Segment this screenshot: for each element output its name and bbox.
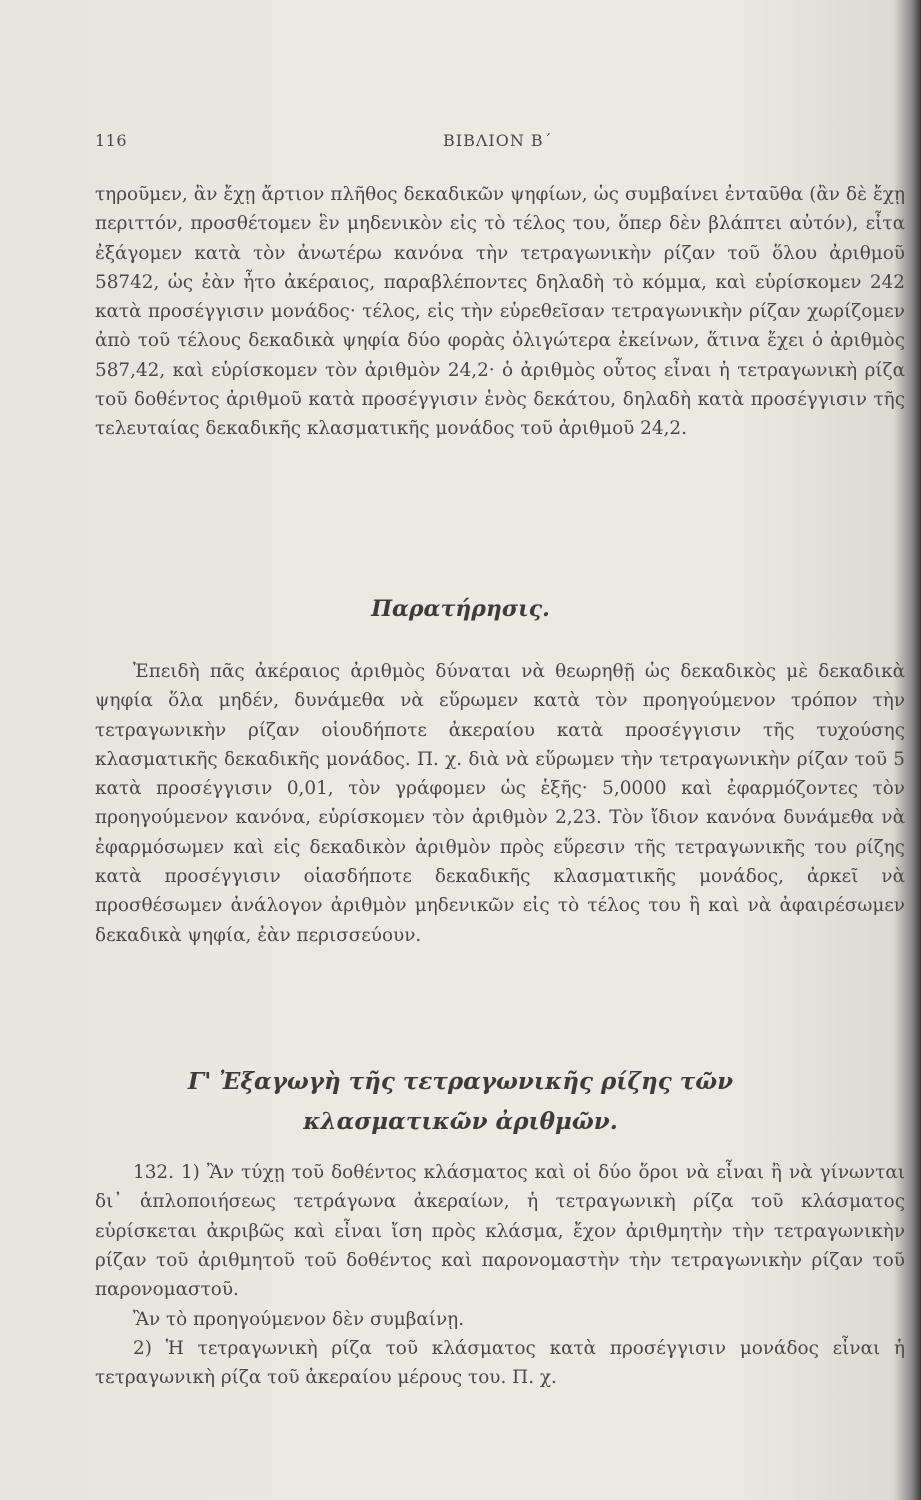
remark-paragraph: [95, 657, 905, 950]
running-title: ΒΙΒΛΙΟΝ Β΄: [443, 131, 553, 150]
paragraph-continuation: [95, 180, 905, 444]
paragraph-text: Ἐπειδὴ πᾶς ἀκέραιος ἀριθμὸς δύναται νὰ θεωρηθῇ ὡς δεκαδικὸς μὲ δεκαδικὰ ψηφία ὅλα μηδέν, δυνάμεθα νὰ εὕρωμεν κατὰ τὸν προηγούμενον τρόπον τὴν τετραγωνικὴν ρίζαν οἱουδήποτε ἀκεραίου κατὰ προσέγγισιν τῆς τυχούσης κλασματικῆς δεκαδικῆς μονάδος. Π. χ. διὰ νὰ εὕρωμεν τὴν τετραγωνικὴν ρίζαν τοῦ 5 κατὰ προσέγγισιν 0,01, τὸν γράφομεν ὡς ἑξῆς· 5,0000 καὶ ἐφαρμόζοντες τὸν προηγούμενον κανόνα, εὑρίσκομεν τὸν ἀριθμὸν 2,23. Τὸν ἴδιον κανόνα δυνάμεθα νὰ ἐφαρμόσωμεν καὶ εἰς δεκαδικὸν ἀριθμὸν πρὸς εὕρεσιν τῆς τετραγωνικῆς του ρίζης κατὰ προσέγγισιν οἱασδήποτε δεκαδικῆς κλασματικῆς μονάδος, ἀρκεῖ νὰ προσθέσωμεν ἀνάλογον ἀριθμὸν μηδενικῶν εἰς τὸ τέλος του ἢ καὶ νὰ ἀφαιρέσωμεν δεκαδικὰ ψηφία, ἐὰν περισσεύουν.: [95, 661, 905, 946]
chapter-heading-line-2: κλασματικῶν ἀριθμῶν.: [303, 1108, 618, 1135]
remark-heading: Παρατήρησις.: [371, 596, 550, 622]
paragraph-text: 2) Ἡ τετραγωνικὴ ρίζα τοῦ κλάσματος κατὰ προσέγγισιν μονάδος εἶναι ἡ τετραγωνικὴ ρίζα τοῦ ἀκεραίου μέρους του. Π. χ.: [95, 1338, 905, 1389]
numbered-paragraph-132: [95, 1158, 905, 1304]
paragraph-condition: [95, 1305, 905, 1334]
page-header: [95, 131, 815, 153]
chapter-heading: [0, 1062, 921, 1142]
paragraph-text: Ἂν τὸ προηγούμενον δὲν συμβαίνῃ.: [133, 1309, 465, 1330]
paragraph-text: τηροῦμεν, ἂν ἔχῃ ἄρτιον πλῆθος δεκαδικῶν ψηφίων, ὡς συμβαίνει ἐνταῦθα (ἂν δὲ ἔχῃ περιττόν, προσθέτομεν ἓν μηδενικὸν εἰς τὸ τέλος του, ὅπερ δὲν βλάπτει αὐτόν), εἶτα ἐξάγομεν κατὰ τὸν ἀνωτέρω κανόνα τὴν τετραγωνικὴν ρίζαν τοῦ ὅλου ἀριθμοῦ 58742, ὡς ἐὰν ἦτο ἀκέραιος, παραβλέποντες δηλαδὴ τὸ κόμμα, καὶ εὑρίσκομεν 242 κατὰ προσέγγισιν μονάδος· τέλος, εἰς τὴν εὑρεθεῖσαν τετραγωνικὴν ρίζαν χωρίζομεν ἀπὸ τοῦ τέλους δεκαδικὰ ψηφία δύο φορὰς ὀλιγώτερα ἐκείνων, ἅτινα ἔχει ὁ ἀριθμὸς 587,42, καὶ εὑρίσκομεν τὸν ἀριθμὸν 24,2· ὁ ἀριθμὸς οὗτος εἶναι ἡ τετραγωνικὴ ρίζα τοῦ δοθέντος ἀριθμοῦ κατὰ προσέγγισιν ἑνὸς δεκάτου, δηλαδὴ κατὰ προσέγγισιν τῆς τελευταίας δεκαδικῆς κλασματικῆς μονάδος τοῦ ἀριθμοῦ 24,2.: [95, 184, 905, 440]
chapter-heading-line-1: Γ' Ἐξαγωγὴ τῆς τετραγωνικῆς ρίζης τῶν: [187, 1068, 734, 1095]
paragraph-case-2: [95, 1334, 905, 1393]
paragraph-text: 132. 1) Ἂν τύχῃ τοῦ δοθέντος κλάσματος καὶ οἱ δύο ὅροι νὰ εἶναι ἢ νὰ γίνωνται δι᾽ ἁπλοποιήσεως τετράγωνα ἀκεραίων, ἡ τετραγωνικὴ ρίζα τοῦ κλάσματος εὑρίσκεται ἀκριβῶς καὶ εἶναι ἴση πρὸς κλάσμα, ἔχον ἀριθμητὴν τὴν τετραγωνικὴν ρίζαν τοῦ ἀριθμητοῦ τοῦ δοθέντος καὶ παρονομαστὴν τὴν τετραγωνικὴν ρίζαν τοῦ παρονομαστοῦ.: [95, 1162, 905, 1301]
page-number: 116: [95, 131, 128, 150]
